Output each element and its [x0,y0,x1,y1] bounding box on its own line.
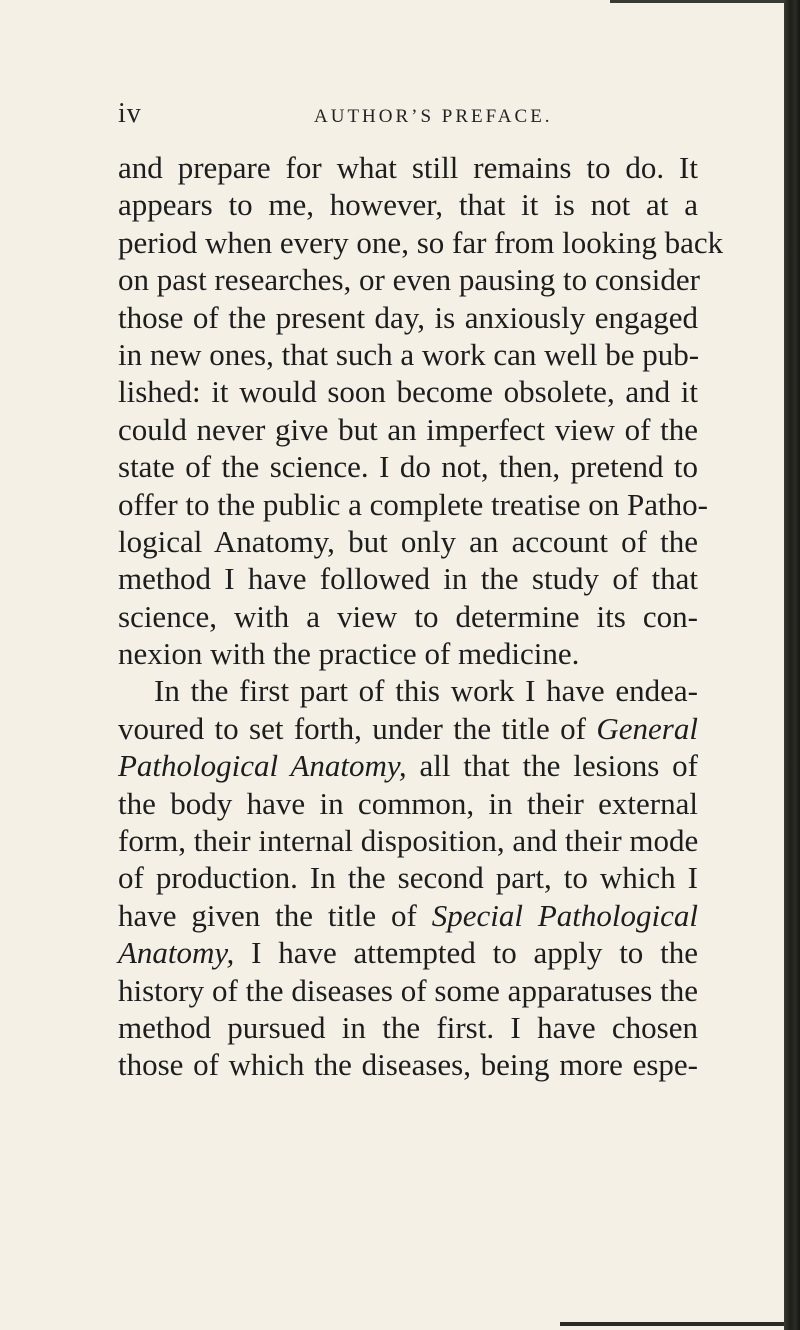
italic-term: Anatomy, [118,935,235,971]
top-edge-shadow [610,0,790,3]
page-header [118,98,698,130]
bottom-edge-shadow [560,1322,786,1326]
body-text [118,149,724,1084]
text-line: the body have in common, in their external [118,785,698,821]
text-run: voured to set forth, under the title of [118,710,597,746]
text-run: I have attempted to apply to the [234,935,698,971]
text-line: nexion with the practice of medicine. [118,636,580,672]
text-line [118,747,698,784]
text-line: method pursued in the first. I have chosen [118,1009,698,1045]
text-line: those of which the diseases, being more espe- [118,1047,698,1083]
text-line: state of the science. I do not, then, pretend to [118,449,698,485]
text-line [118,710,698,747]
text-line: science, with a view to determine its con- [118,598,698,634]
text-line: and prepare for what still remains to do. It [118,150,698,185]
text-line: history of the diseases of some apparatuses the [118,972,698,1008]
page-number: iv [118,98,142,129]
text-line: of production. In the second part, to which I [118,860,698,896]
text-line: appears to me, however, that it is not at a [118,187,698,223]
italic-term: General [596,710,698,746]
text-line: method I have followed in the study of that [118,561,698,597]
text-run: all that the lesions of [406,748,698,784]
text-line [118,934,698,971]
text-line: lished: it would soon become obsolete, and it [118,374,698,410]
text-line: In the first part of this work I have endea- [154,673,698,709]
italic-term: Pathological Anatomy, [118,748,407,784]
text-line: offer to the public a complete treatise on Patho- [118,486,708,522]
text-line [118,897,698,934]
text-line: period when every one, so far from looking back [118,224,724,260]
text-line: on past researches, or even pausing to consider [118,262,700,298]
text-line: in new ones, that such a work can well be pub- [118,336,700,372]
text-line: those of the present day, is anxiously engaged [118,299,698,335]
text-run: have given the title of [118,897,432,933]
page-edge-shadow [784,0,800,1330]
italic-term: Special Pathological [431,897,699,933]
text-line: logical Anatomy, but only an account of the [118,523,698,559]
text-line: form, their internal disposition, and their mode [118,823,699,859]
running-head: AUTHOR’S PREFACE. [314,106,553,127]
text-line: could never give but an imperfect view of the [118,411,698,447]
